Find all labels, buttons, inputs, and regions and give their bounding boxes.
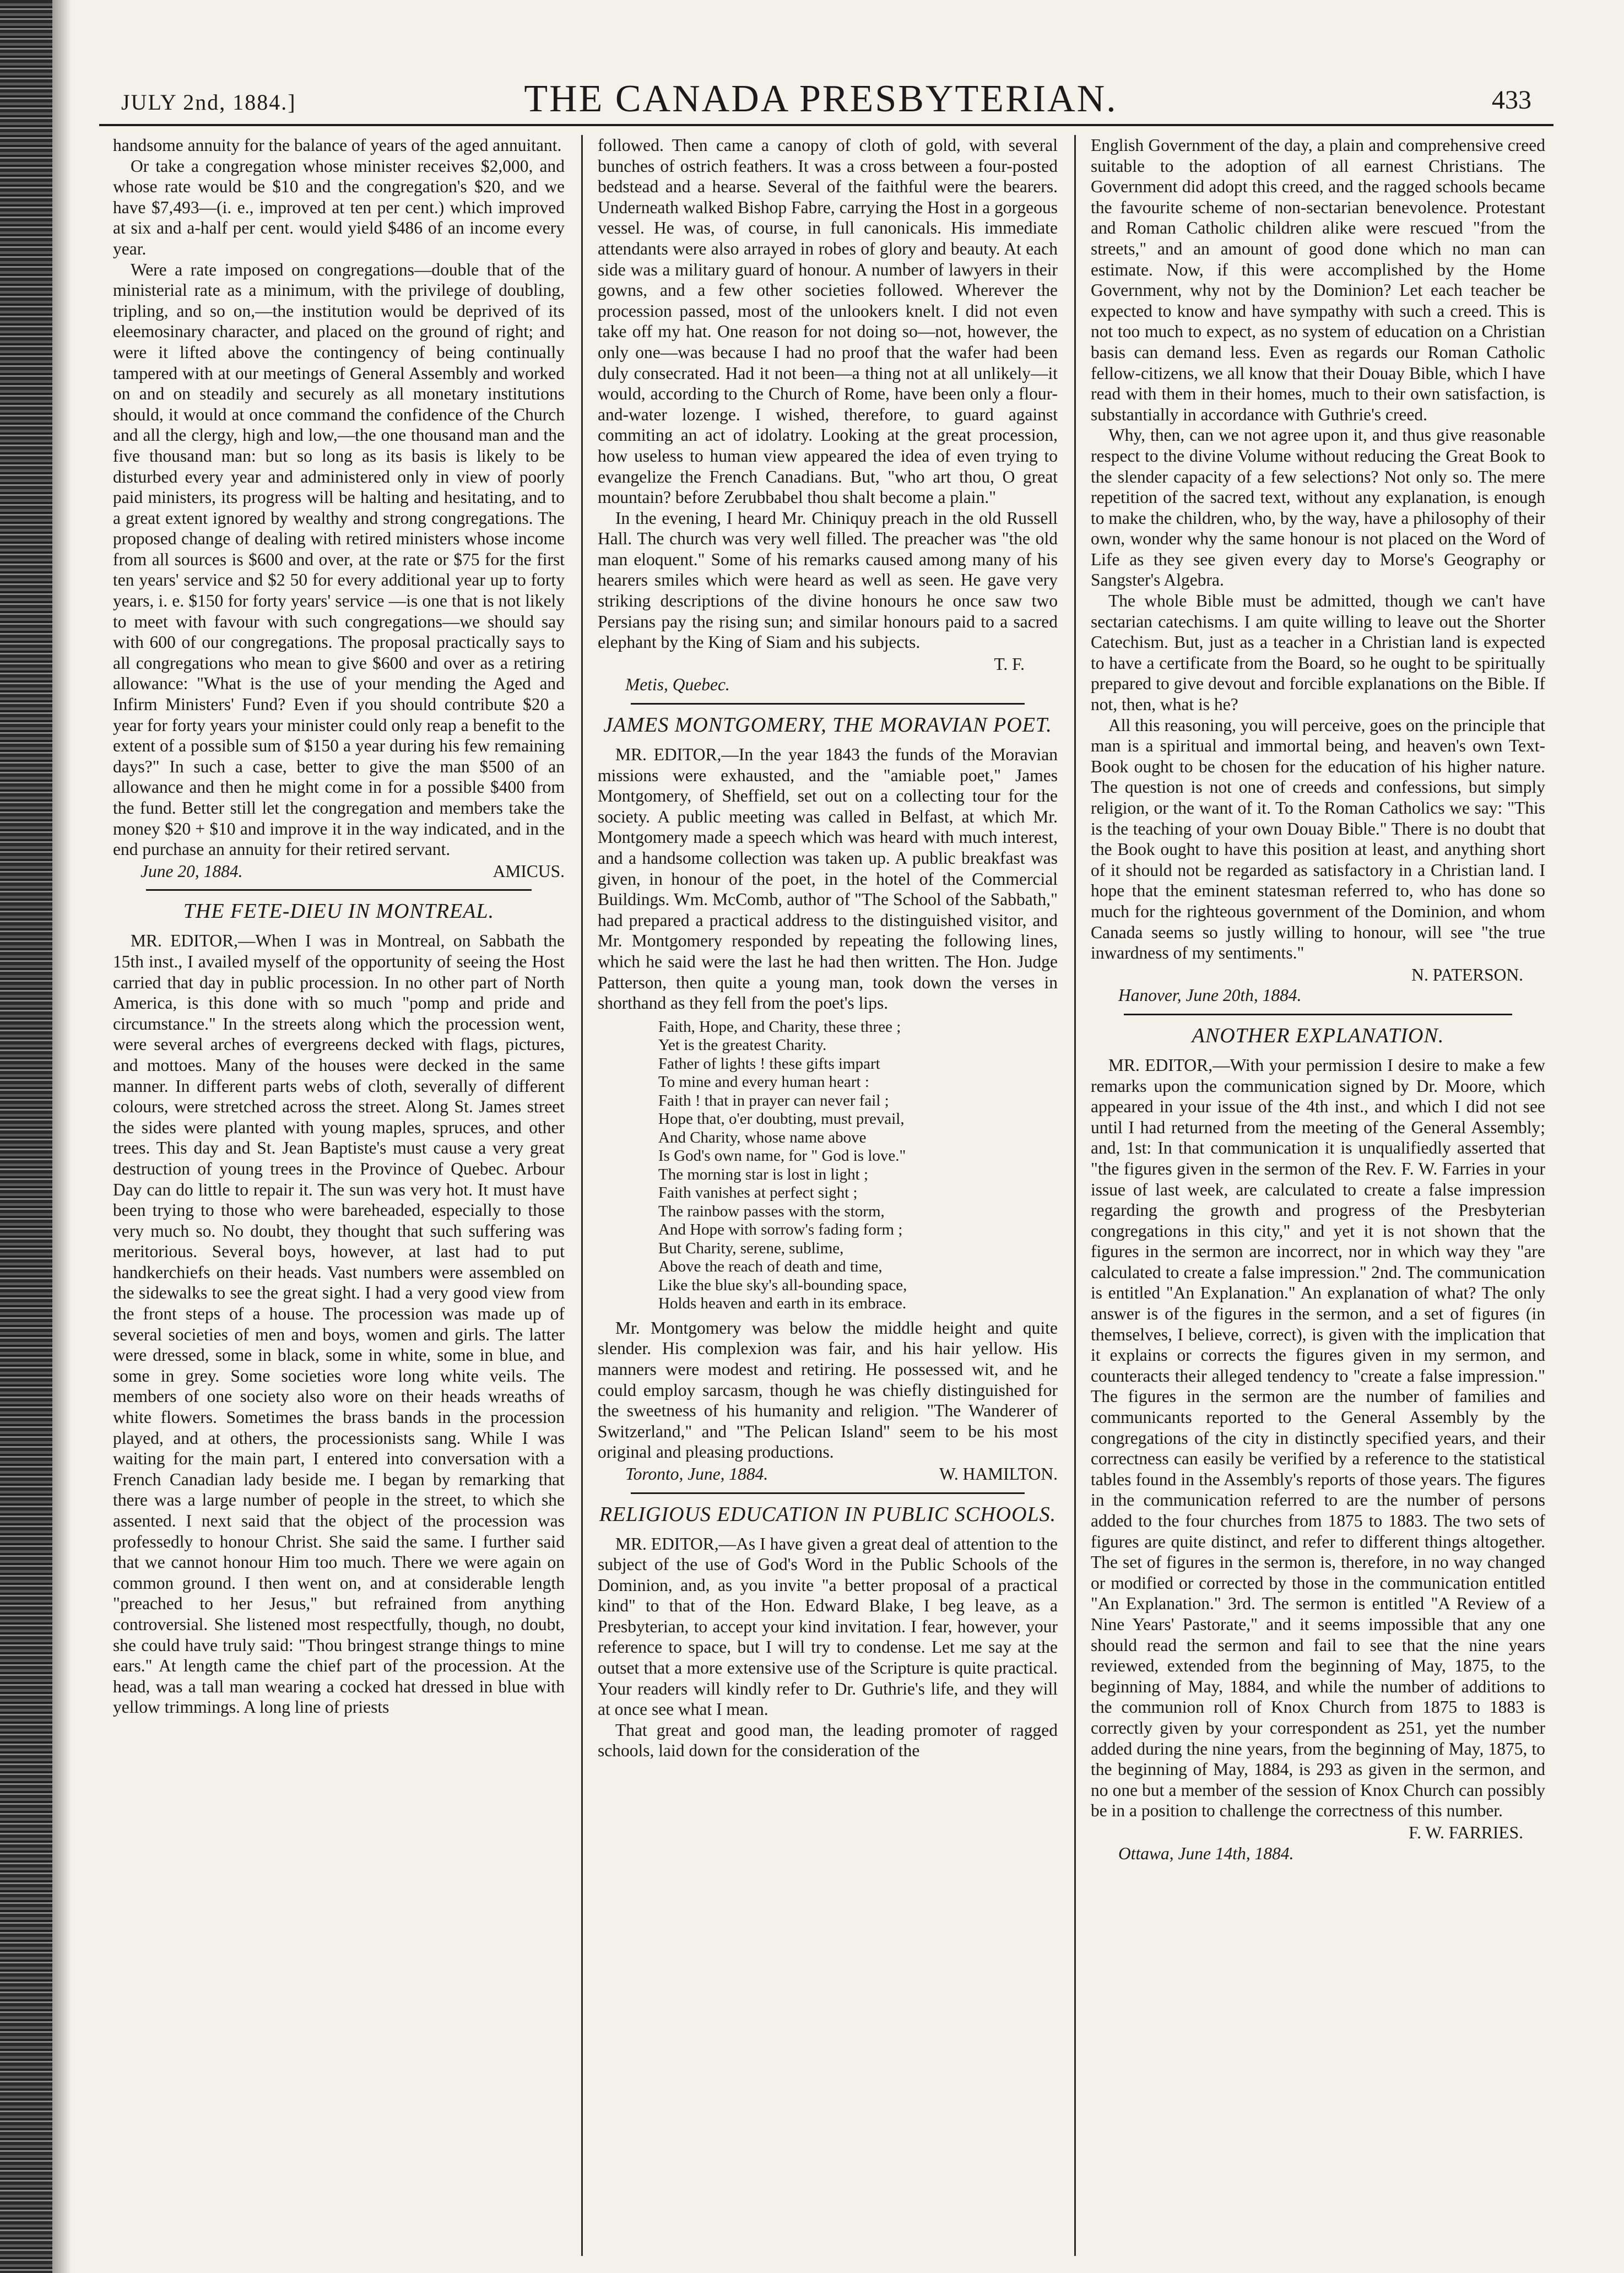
- paragraph: MR. EDITOR,—With your permission I desire to make a few remarks upon the communication signed by Dr. Moore, which appeared in your issue of the 4th inst., and which I did not see until I had returned from the meeting of the General Assembly; and, 1st: In that communication it is unqualifiedly asserted that "the figures given in the sermon of the Rev. F. W. Farries in your issue of last week, are calculated to create a false impression regarding the growth and progress of the Presbyterian congregations in this city," and yet it is not shown that the figures in the sermon are incorrect, nor in which way they "are calculated to create a false impression." 2nd. The communication is entitled "An Explanation." An explanation of what? The only answer is of the figures in the sermon, and a set of figures (in themselves, I believe, correct), is given with the implication that it explains or corrects the figures given in my sermon, and counteracts their alleged tendency to "create a false impression." The figures in the sermon are the number of families and communicants reported to the General Assembly by the congregations of the city in distinctly specified years, and their correctness can easily be verified by a reference to the statistical tables found in the Assembly's reports of those years. The figures in the communication referred to are the number of persons added to the four churches from 1875 to 1883. The two sets of figures are quite distinct, and refer to different things altogether. The set of figures in the sermon is, therefore, in no way changed or modified or corrected by those in the communication entitled "An Explanation." 3rd. The sermon is entitled "A Review of a Nine Years' Pastorate," and it seems impossible that any one should read the sermon and fail to see that the nine years reviewed, extended from the beginning of May, 1875, to the beginning of May, 1884, and while the number of additions to the communion roll of Knox Church from 1875 to 1883 is correctly given by your correspondent as 251, yet the number added during the nine years, from the beginning of May, 1875, to the beginning of May, 1884, is 293 as given in the sermon, and no one but a member of the session of Knox Church can possibly be in a position to challenge the correctness of this number.: [1091, 1055, 1545, 1821]
- paragraph: Were a rate imposed on congregations—double that of the ministerial rate as a minimum, with the privilege of doubling, tripling, and so on,—the institution would be deprived of its eleemosinary character, and placed on the ground of right; and were it lifted above the contingency of being continually tampered with at our meetings of General Assembly and worked on and on steadily and securely as all monetary institutions should, it would at once command the confidence of the Church and all the clergy, high and low,—the one thousand man and the five thousand man: but so long as its basis is likely to be disturbed every year and administered only in view of poorly paid ministers, its progress will be halting and hesitating, and to a great extent ignored by wealthy and strong congregations. The proposed change of dealing with retired ministers whose income from all sources is $600 and over, at the rate or $75 for the first ten years' service and $2 50 for every additional year up to forty years, i. e. $150 for forty years' service —is one that is not likely to meet with favour with such congregations—we should say with 600 of our congregations. The proposal practically says to all congregations who mean to give $600 and over as a retiring allowance: "What is the use of your mending the Aged and Infirm Ministers' Fund? Even if you should contribute $20 a year for forty years your minister could only reap a benefit to the extent of a possible sum of $150 a year during his few remaining days?" In such a case, better to give the man $500 of an allowance and then he might come in for a possible $400 from the fund. Better still let the congregation and members take the money $20 + $10 and improve it in the way indicated, and in the end purchase an annuity for their retired servant.: [113, 259, 565, 859]
- paragraph: handsome annuity for the balance of years of the aged annuitant.: [113, 136, 562, 155]
- paragraph: followed. Then came a canopy of cloth of gold, with several bunches of ostrich feathers. It was a cross between a four-posted bedstead and a hearse. Several of the faithful were the bearers. Underneath walked Bishop Fabre, carrying the Host in a gorgeous vessel. He was, of course, in full canonicals. His immediate attendants were also arrayed in robes of glory and beauty. At each side was a military guard of honour. A number of lawyers in their gowns, and a few other societies followed. Wherever the procession passed, most of the unlookers knelt. I did not even take off my hat. One reason for not doing so—not, however, the only one—was because I had no proof that the wafer had been duly consecrated. Had it not been—a thing not at all unlikely—it would, according to the Church of Rome, have been only a flour-and-water lozenge. I wished, therefore, to guard against commiting an act of idolatry. Looking at the great procession, how useless to human view appeared the idea of even trying to evangelize the French Canadians. But, "who art thou, O great mountain? before Zerubbabel thou shalt become a plain.": [598, 136, 1058, 507]
- section-rule: [631, 703, 1025, 705]
- column-2: [598, 135, 1058, 1761]
- poem-line: To mine and every human heart :: [658, 1073, 869, 1091]
- poem: [658, 1018, 1058, 1313]
- column-divider: [1074, 135, 1076, 2256]
- issue-date: JULY 2nd, 1884.]: [121, 90, 296, 115]
- poem-line: And Hope with sorrow's fading form ;: [658, 1221, 903, 1239]
- article-heading: ANOTHER EXPLANATION.: [1192, 1024, 1444, 1047]
- poem-line: And Charity, whose name above: [658, 1128, 867, 1146]
- letter-date: June 20, 1884.: [140, 861, 243, 881]
- paragraph: Mr. Montgomery was below the middle height and quite slender. His complexion was fair, and his hair yellow. His manners were modest and retiring. He possessed wit, and he could employ sarcasm, though he was chiefly distinguished for the sweetness of his humanity and religion. "The Wanderer of Switzerland," and "The Pelican Island" seem to be his most original and pleasing productions.: [598, 1318, 1058, 1462]
- paragraph: Or take a congregation whose minister receives $2,000, and whose rate would be $10 and the congregation's $20, and we have $7,493—(i. e., improved at ten per cent.) which improved at six and a-half per cent. would yield $486 of an income every year.: [113, 156, 565, 258]
- paragraph: The whole Bible must be admitted, though we can't have sectarian catechisms. I am quite willing to leave out the Shorter Catechism. But, just as a teacher in a Christian land is expected to have a certificate from the Board, so he ought to be spiritually prepared to give devout and forcible explanations on the Bible. If not, then, what is he?: [1091, 591, 1545, 715]
- letter-signature: AMICUS.: [492, 861, 565, 881]
- header-rule: [99, 124, 1553, 126]
- page-number: 433: [1492, 85, 1531, 115]
- poem-line: Above the reach of death and time,: [658, 1258, 883, 1276]
- poem-line: Hope that, o'er doubting, must prevail,: [658, 1110, 905, 1128]
- section-rule: [1124, 1014, 1512, 1015]
- signature-line: [625, 1464, 1058, 1485]
- signature-line: [625, 654, 1058, 675]
- paragraph: All this reasoning, you will perceive, goes on the principle that man is a spiritual and immortal being, and heaven's own Text-Book ought to be chosen for the education of his higher nature. The question is not one of creeds and confessions, but simply religion, or the want of it. To the Roman Catholics we say: "This is the teaching of your own Douay Bible." There is no doubt that the Book ought to have this position at least, and anything short of it should not be regarded as satisfactory in a Christian land. I hope that the eminent statesman referred to, who has done so much for the righteous government of the Dominion, and whom Canada seems so justly willing to honour, will see "the true inwardness of my sentiments.": [1091, 715, 1545, 963]
- poem-line: Is God's own name, for " God is love.": [658, 1147, 906, 1165]
- signature-line: [140, 861, 565, 882]
- poem-line: Faith ! that in prayer can never fail ;: [658, 1091, 889, 1110]
- paragraph: Why, then, can we not agree upon it, and thus give reasonable respect to the divine Volume without reducing the Great Book to the slender capacity of a few selections? Not only so. The mere repetition of the sacred text, without any explanation, is enough to make the children, who, by the way, have a philosophy of their own, wonder why the same honour is not placed on the Word of Life as they see given every day to Morse's Geography or Sangster's Algebra.: [1091, 425, 1545, 590]
- poem-line: Faith vanishes at perfect sight ;: [658, 1184, 858, 1202]
- poem-line: Like the blue sky's all-bounding space,: [658, 1276, 907, 1294]
- newspaper-title: THE CANADA PRESBYTERIAN.: [524, 78, 1118, 120]
- column-divider: [581, 135, 583, 2256]
- poem-line: Faith, Hope, and Charity, these three ;: [658, 1018, 901, 1036]
- letter-signature: W. HAMILTON.: [939, 1464, 1058, 1484]
- poem-line: Holds heaven and earth in its embrace.: [658, 1295, 907, 1313]
- poem-line: The rainbow passes with the storm,: [658, 1202, 885, 1220]
- letter-signature: N. PATERSON.: [1411, 965, 1523, 984]
- poem-line: The morning star is lost in light ;: [658, 1165, 869, 1183]
- article-heading: JAMES MONTGOMERY, THE MORAVIAN POET.: [603, 713, 1052, 737]
- letter-signature: F. W. FARRIES.: [1409, 1822, 1523, 1842]
- signature-line: [1118, 1822, 1545, 1843]
- signature-line: [1118, 965, 1545, 986]
- column-1: [113, 135, 565, 1718]
- section-rule: [631, 1492, 1025, 1494]
- paragraph: English Government of the day, a plain and comprehensive creed suitable to the adoption of all earnest Christians. The Government did adopt this creed, and the ragged schools became the favourite scheme of non-sectarian benevolence. Protestant and Roman Catholic children alike were rescued "from the streets," and an amount of good done which no man can estimate. Now, if this were accomplished by the Home Government, why not by the Dominion? Let each teacher be expected to know and have sympathy with such a creed. This is not too much to expect, as no system of education on a Christian basis can demand less. Even as regards our Roman Catholic fellow-citizens, we all know that their Douay Bible, which I have read with them in their homes, much to their own satisfaction, is substantially in accordance with Guthrie's creed.: [1091, 136, 1545, 424]
- book-binding-edge: [0, 0, 52, 2273]
- letter-place: Ottawa, June 14th, 1884.: [1118, 1843, 1294, 1863]
- paragraph: MR. EDITOR,—As I have given a great deal of attention to the subject of the use of God's Word in the Public Schools of the Dominion, and, as you invite "a better proposal of a practical kind" to that of the Hon. Edward Blake, I beg leave, as a Presbyterian, to accept your kind invitation. I fear, however, your reference to space, but I will try to condense. Let me say at the outset that a more extensive use of the Scripture is quite practical. Your readers will kindly refer to Dr. Guthrie's life, and they will at once see what I mean.: [598, 1534, 1058, 1719]
- letter-place: Metis, Quebec.: [625, 675, 730, 695]
- paragraph: MR. EDITOR,—When I was in Montreal, on Sabbath the 15th inst., I availed myself of the opportunity of seeing the Host carried that day in public procession. In no other part of North America, is this done with so much "pomp and pride and circumstance." In the streets along which the procession went, were several arches of evergreens decked with flags, pictures, and mottoes. Many of the houses were decked in the same manner. In different parts webs of cloth, severally of different colours, were stretched across the street. Along St. James street the sides were planted with young maples, spruces, and other trees. This day and St. Jean Baptiste's must cause a very great destruction of young trees in the Province of Quebec. Arbour Day can do little to repair it. The sun was very hot. It must have been trying to those who were bareheaded, especially to those very much so. No doubt, they thought that such suffering was meritorious. Several boys, however, at last had to put handkerchiefs on their heads. Vast numbers were assembled on the sidewalks to see the great sight. I had a very good view from the front steps of a house. The procession was made up of several societies of men and boys, women and girls. The latter were dressed, some in black, some in white, some in blue, and some in grey. Some societies wore long white veils. The members of one society also wore on their heads wreaths of white flowers. Sometimes the brass bands in the procession played, and at others, the processionists sang. While I was waiting for the main part, I entered into conversation with a French Canadian lady beside me. I began by remarking that there was a large number of people in the street, to which she assented. I next said that the object of the procession was professedly to honour Christ. She said the same. I further said that we cannot honour Him too much. There we were again on common ground. I then went on, and at considerable length "preached to her Jesus," but refrained from anything controversial. She listened most respectfully, though, no doubt, she could have truly said: "Thou bringest strange things to mine ears." At length came the chief part of the procession. At the head, was a tall man wearing a cocked hat dressed in blue with yellow trimmings. A long line of priests: [113, 931, 565, 1717]
- article-heading: RELIGIOUS EDUCATION IN PUBLIC SCHOOLS.: [599, 1502, 1057, 1526]
- poem-line: But Charity, serene, sublime,: [658, 1239, 844, 1257]
- section-rule: [146, 889, 532, 891]
- poem-line: Father of lights ! these gifts impart: [658, 1054, 880, 1073]
- paragraph: In the evening, I heard Mr. Chiniquy preach in the old Russell Hall. The church was very well filled. The preacher was "the old man eloquent." Some of his remarks caused among many of his hearers smiles which were heard as well as seen. He gave very striking descriptions of the divine honours he once saw two Persians pay the rising sun; and similar honours paid to a sacred elephant by the King of Siam and his subjects.: [598, 508, 1058, 652]
- letter-signature: T. F.: [994, 654, 1025, 674]
- article-heading: THE FETE-DIEU IN MONTREAL.: [183, 900, 495, 923]
- letter-place: Hanover, June 20th, 1884.: [1118, 986, 1302, 1005]
- letter-place: Toronto, June, 1884.: [625, 1464, 768, 1484]
- paragraph: That great and good man, the leading promoter of ragged schools, laid down for the consideration of the: [598, 1720, 1058, 1761]
- column-3: [1091, 135, 1545, 1864]
- poem-line: Yet is the greatest Charity.: [658, 1036, 827, 1054]
- paragraph: MR. EDITOR,—In the year 1843 the funds of the Moravian missions were exhausted, and the "amiable poet," James Montgomery, of Sheffield, set out on a collecting tour for the society. A public meeting was called in Belfast, at which Mr. Montgomery made a speech which was heard with much interest, and a handsome collection was taken up. A public breakfast was given, in honour of the poet, in the hotel of the Commercial Buildings. Wm. McComb, author of "The School of the Sabbath," had prepared a practical address to the distinguished visitor, and Mr. Montgomery responded by repeating the following lines, which he said were the last he had then written. The Hon. Judge Patterson, then quite a young man, took down the verses in shorthand as they fell from the poet's lips.: [598, 745, 1058, 1013]
